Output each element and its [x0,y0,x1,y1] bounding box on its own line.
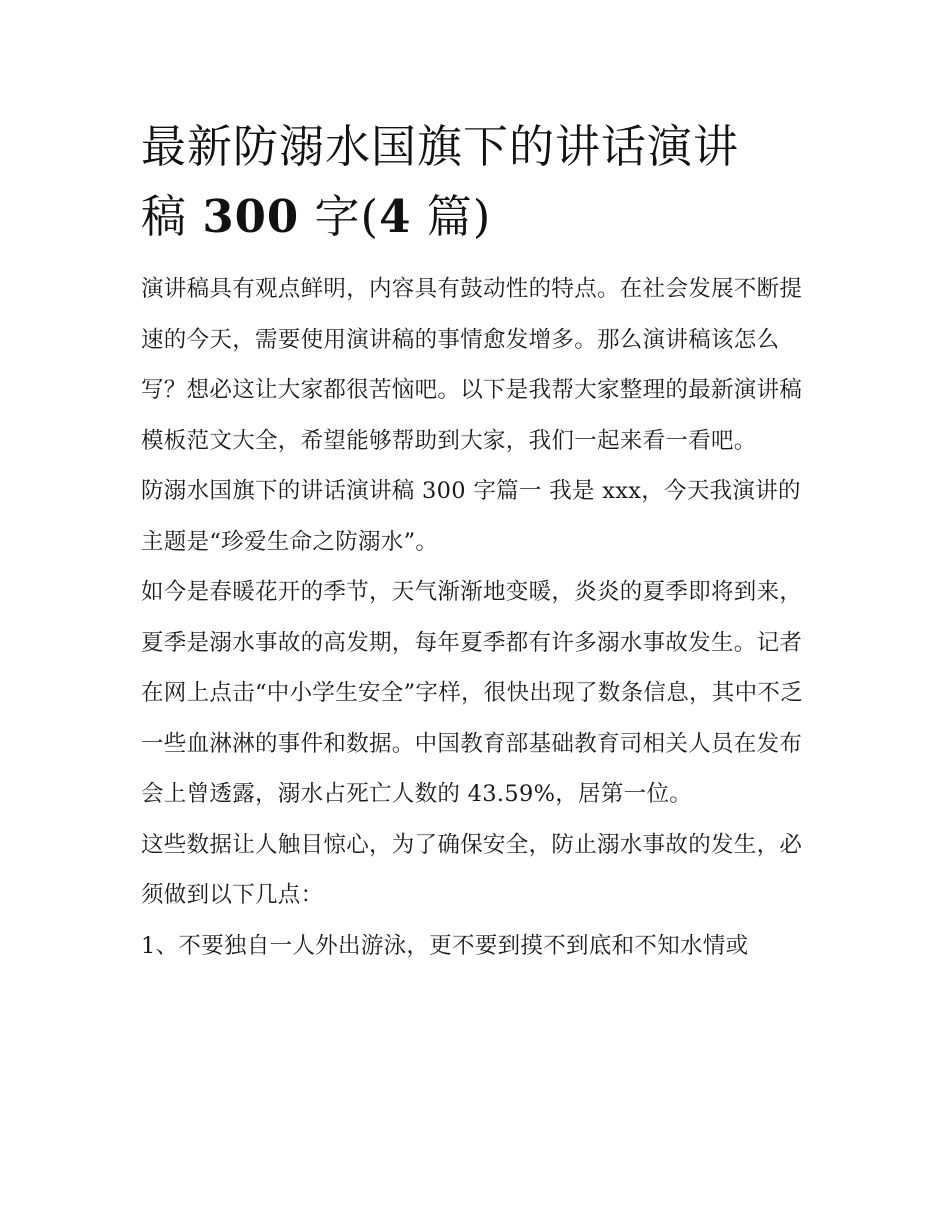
document-body [141,112,813,971]
title-article-count: 4 [379,190,412,243]
paragraph-season: 如今是春暖花开的季节，天气渐渐地变暖，炎炎的夏季即将到来，夏季是溺水事故的高发期，每年夏季都有许多溺水事故发生。记者在网上点击“中小学生安全”字样，很快出现了数条信息，其中不乏一些血淋淋的事件和数据。中国教育部基础教育司相关人员在发布会上曾透露，溺水占死亡人数的 43.59%，居第一位。 [141,579,804,807]
title-text-2: 稿 [141,190,203,243]
document-title [141,112,813,252]
title-word-count: 300 [202,190,300,243]
title-text-4: 篇) [411,190,492,243]
paragraph-speech-opening: 防溺水国旗下的讲话演讲稿 300 字篇一 我是 xxx，今天我演讲的主题是“珍爱生命之防溺水”。 [141,478,801,555]
title-text-3: 字( [299,190,380,243]
title-text-1: 最新防溺水国旗下的讲话演讲 [141,120,740,173]
paragraph-intro: 演讲稿具有观点鲜明，内容具有鼓动性的特点。在社会发展不断提速的今天，需要使用演讲稿的事情愈发增多。那么演讲稿该怎么写？想必这让大家都很苦恼吧。以下是我帮大家整理的最新演讲稿模板范文大全，希望能够帮助到大家，我们一起来看一看吧。 [141,276,803,454]
paragraph-rule-1: 1、不要独自一人外出游泳，更不要到摸不到底和不知水情或 [141,932,749,959]
paragraph-shocking-data: 这些数据让人触目惊心，为了确保安全，防止溺水事故的发生，必须做到以下几点： [141,831,803,908]
